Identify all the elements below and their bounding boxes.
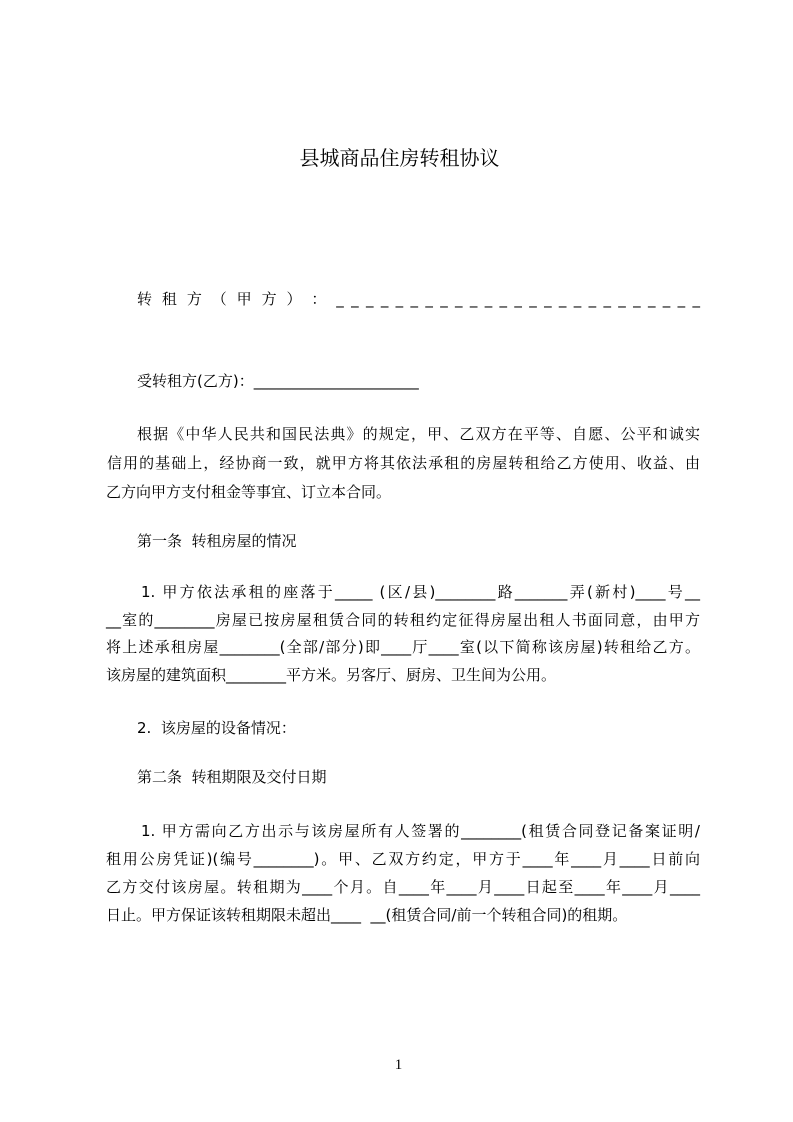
- clause-line: 乙方交付该房屋。转租期为____个月。自____年____月____日起至____年____月____: [106, 878, 700, 896]
- article-1-item-2: 2. 该房屋的设备情况：: [137, 719, 296, 737]
- clause-line: 该房屋的建筑面积________平方米。另客厅、厨房、卫生间为公用。: [106, 666, 557, 684]
- preamble-line: 信用的基础上，经协商一致，就甲方将其依法承租的房屋转租给乙方使用、收益、由: [107, 454, 700, 472]
- party-a-line: 转 租 方 （ 甲 方 ） ： _ _ _ _ _ _ _ _ _ _ _ _ _ _ _ _ _ _ _ _ _ _ _ _ _: [137, 290, 700, 308]
- clause-line: 将上述承租房屋________(全部/部分)即____厅____室(以下简称该房屋)转租给乙方。: [106, 638, 700, 656]
- article-1-heading: 第一条 转租房屋的情况: [137, 532, 297, 550]
- clause-line: 租用公房凭证)(编号________)。甲、乙双方约定，甲方于____年____月____日前向: [106, 850, 700, 868]
- article-2-heading: 第二条 转租期限及交付日期: [137, 768, 327, 786]
- clause-line: 日止。甲方保证该转租期限未超出____ __(租赁合同/前一个转租合同)的租期。: [106, 906, 628, 924]
- preamble-line: 乙方向甲方支付租金等事宜、订立本合同。: [106, 483, 392, 501]
- clause-line: __室的________房屋已按房屋租赁合同的转租约定征得房屋出租人书面同意，由甲方: [106, 611, 700, 629]
- clause-line: 1. 甲方需向乙方出示与该房屋所有人签署的________(租赁合同登记备案证明/: [141, 822, 700, 840]
- party-b-line: 受转租方(乙方)：______________________: [137, 372, 419, 390]
- document-title: 县城商品住房转租协议: [299, 146, 500, 170]
- clause-line: 1. 甲方依法承租的座落于_____ (区/县)________路_______弄(新村)____号__: [141, 583, 700, 601]
- page-number: 1: [394, 1057, 403, 1073]
- preamble-line: 根据《中华人民共和国民法典》的规定，甲、乙双方在平等、自愿、公平和诚实: [137, 425, 700, 443]
